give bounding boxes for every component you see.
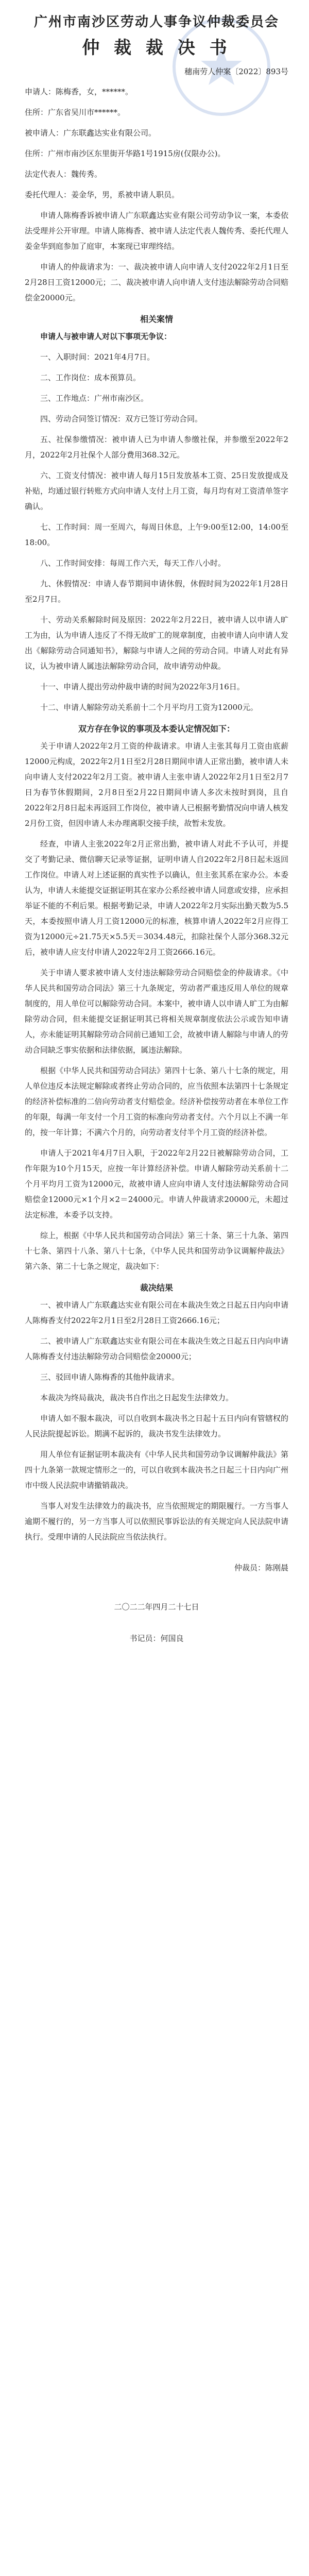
- document-title: 仲 裁 裁 决 书: [82, 38, 231, 58]
- section-paragraph: 一、入职时间：2021年4月7日。: [40, 352, 155, 362]
- case-number: 穗南劳人仲案〔2022〕893号: [184, 67, 288, 76]
- party-line: 被申请人：广东联鑫达实业有限公司。: [25, 128, 157, 138]
- section-paragraph: 综上，根据《中华人民共和国劳动合同法》第三十条、第三十九条、第四十七条、第四十八条、第八十七条，《中华人民共和国劳动争议调解仲裁法》第六条、第二十七条之规定，裁决如下：: [25, 1231, 288, 1271]
- section-paragraph: 当事人对发生法律效力的裁决书，应当依照规定的期限履行。一方当事人逾期不履行的，另一方当事人可以依照民事诉讼法的有关规定向人民法院申请执行。受理申请的人民法院应当依法执行。: [25, 1501, 288, 1541]
- section-paragraph: 本裁决为终局裁决，裁决书自作出之日起发生法律效力。: [40, 1393, 234, 1402]
- section-paragraph: 四、劳动合同签订情况：双方已签订劳动合同。: [40, 414, 203, 423]
- section-paragraph: 十二、申请人解除劳动关系前十二个月平均月工资为12000元。: [40, 703, 258, 712]
- party-line: 申请人：陈梅香，女，******。: [25, 87, 133, 96]
- section-paragraph: 申请人与被申请人对以下事项无争议：: [40, 332, 172, 341]
- party-line: 住所：广东省吴川市******。: [25, 108, 126, 117]
- section-paragraph: 根据《中华人民共和国劳动合同法》第四十七条、第八十七条的规定，用人单位违反本法规定解除或者终止劳动合同的，应当依照本法第四十七条规定的经济补偿标准的二倍向劳动者支付赔偿金。经济补偿按劳动者在本单位工作的年限，每满一年支付一个月工资的标准向劳动者支付。六个月以上不满一年的，按一年计算；不满六个月的，向劳动者支付半个月工资的经济补偿。: [25, 1066, 288, 1137]
- section-paragraph: 申请人于2021年4月7日入职，于2022年2月22日被解除劳动合同，工作年限为10个月15天，应按一年计算经济补偿。申请人解除劳动关系前十二个月平均月工资为12000元，故被申请人应向申请人支付违法解除劳动合同赔偿金12000元×1个月×2＝24000元。申请人仲裁请求20000元，未超过法定标准，本委予以支持。: [25, 1148, 288, 1219]
- intro-paragraph: 申请人陈梅香诉被申请人广东联鑫达实业有限公司劳动争议一案，本委依法受理并公开审理。申请人陈梅香、被申请人法定代表人魏传秀、委托代理人姜金华到庭参加了庭审，本案现已审理终结。: [25, 211, 288, 251]
- section-paragraph: 二、工作岗位：成本预算员。: [40, 373, 141, 382]
- party-line: 住所：广州市南沙区东里街开华路1号1915房(仅限办公)。: [25, 149, 226, 158]
- section-paragraph: 一、被申请人广东联鑫达实业有限公司在本裁决生效之日起五日内向申请人陈梅香支付2022年2月1日至2月28日工资2666.16元；: [25, 1300, 288, 1325]
- parties-block: [25, 84, 288, 202]
- section-paragraph: 经查，申请人主张2022年2月正常出勤，被申请人对此不予认可，并提交了考勤记录、微信聊天记录等证据，证明申请人自2022年2月8日起未返回工作岗位。申请人对上述证据的真实性予以确认，但主张其系在家办公。本委认为，申请人未能提交证据证明其在家办公系经被申请人同意或安排，应承担举证不能的不利后果。根据考勤记录，申请人2022年2月实际出勤天数为5.5天，本委按照申请人月工资12000元的标准，核算申请人2022年2月应得工资为12000元÷21.75天×5.5天＝3034.48元，扣除社保个人部分368.32元后，被申请人应支付申请人2022年2月工资2666.16元。: [25, 839, 288, 957]
- section-title: 裁决结果: [140, 1283, 173, 1293]
- section-paragraph: 五、社保参缴情况：被申请人已为申请人参缴社保，并参缴至2022年2月，2022年2月社保个人部分费用368.32元。: [25, 435, 288, 460]
- section-paragraph: 十、劳动关系解除时间及原因：2022年2月22日，被申请人以申请人旷工为由，认为申请人违反了不得无故旷工的规章制度，由被申请人向申请人发出《解除劳动合同通知书》，解除与申请人之间的劳动合同。申请人对此有异议，认为被申请人属违法解除劳动合同，故申请劳动仲裁。: [25, 615, 288, 671]
- section-paragraph: 九、休假情况：申请人春节期间申请休假，休假时间为2022年1月28日至2月7日。: [25, 579, 288, 604]
- section-paragraph: 八、工作时间安排：每周工作六天，每天工作八小时。: [40, 558, 226, 568]
- document-date: 二〇二二年四月二十七日: [114, 1602, 199, 1612]
- section-paragraph: 六、工资支付情况：被申请人每月15日发放基本工资、25日发放提成及补贴，均通过银行转账方式向申请人支付上月工资，每月均有对工资清单签字确认。: [25, 471, 288, 511]
- section-paragraph: 七、工作时间：周一至周六，每周日休息，上午9:00至12:00，14:00至18:00。: [25, 522, 288, 547]
- section-paragraph: 申请人如不服本裁决，可以自收到本裁决书之日起十五日内向有管辖权的人民法院提起诉讼。期满不起诉的，裁决书发生法律效力。: [25, 1414, 288, 1438]
- section-paragraph: 十一、申请人提出劳动仲裁申请的时间为2022年3月16日。: [40, 682, 245, 691]
- section-paragraph: 关于申请人要求被申请人支付违法解除劳动合同赔偿金的仲裁请求。《中华人民共和国劳动合同法》第三十九条规定，劳动者严重违反用人单位的规章制度的，用人单位可以解除劳动合同。本案中，被申请人以申请人旷工为由解除劳动合同，但未能提交证据证明其已将相关规章制度依法公示或告知申请人，亦未能证明其解除劳动合同前已通知工会，故被申请人解除与申请人的劳动合同缺乏事实依据和法律依据，属违法解除。: [25, 968, 288, 1055]
- section-paragraph: 三、工作地点：广州市南沙区。: [40, 394, 149, 403]
- party-line: 委托代理人：姜金华，男，系被申请人职员。: [25, 190, 180, 199]
- party-line: 法定代表人：魏传秀。: [25, 170, 102, 179]
- document-content: [25, 11, 288, 1643]
- intro-paragraph: 申请人的仲裁请求为：一、裁决被申请人向申请人支付2022年2月1日至2月28日工资12000元；二、裁决被申请人向申请人支付违法解除劳动合同赔偿金20000元。: [25, 262, 288, 302]
- section-paragraph: 二、被申请人广东联鑫达实业有限公司在本裁决生效之日起五日内向申请人陈梅香支付违法解除劳动合同赔偿金20000元；: [25, 1336, 288, 1361]
- section-paragraph: 用人单位有证据证明本裁决有《中华人民共和国劳动争议调解仲裁法》第四十九条第一款规定情形之一的，可以自收到本裁决书之日起三十日内向广州市中级人民法院申请撤销裁决。: [25, 1450, 288, 1490]
- section-title: 双方存在争议的事项及本委认定情况如下：: [78, 724, 235, 734]
- section-paragraph: 三、驳回申请人陈梅香的其他仲裁请求。: [40, 1372, 180, 1382]
- issuer-title: 广州市南沙区劳动人事争议仲裁委员会: [33, 14, 279, 30]
- section-paragraph: 关于申请人2022年2月工资的仲裁请求。申请人主张其每月工资由底薪12000元构成，2022年2月1日至2月28日期间申请人正常出勤，被申请人未向申请人支付2022年2月工资。被申请人主张申请人2022年2月1日至2月7日为春节休假期间，2月8日至2月22日期间申请人多次未按时到岗，且自2022年2月8日起未再返回工作岗位，被申请人已根据考勤情况向申请人核发2月份工资，但因申请人未办理离职交接手续，故暂未发放。: [25, 741, 288, 828]
- clerk-signature: 书记员：何国良: [129, 1634, 184, 1643]
- signature-block: [25, 1560, 288, 1643]
- intro-block: [25, 208, 288, 306]
- section-title: 相关案情: [140, 314, 173, 324]
- sections-block: [25, 313, 288, 1545]
- arbitrator-signature: 仲裁员：陈刚晨: [234, 1563, 288, 1572]
